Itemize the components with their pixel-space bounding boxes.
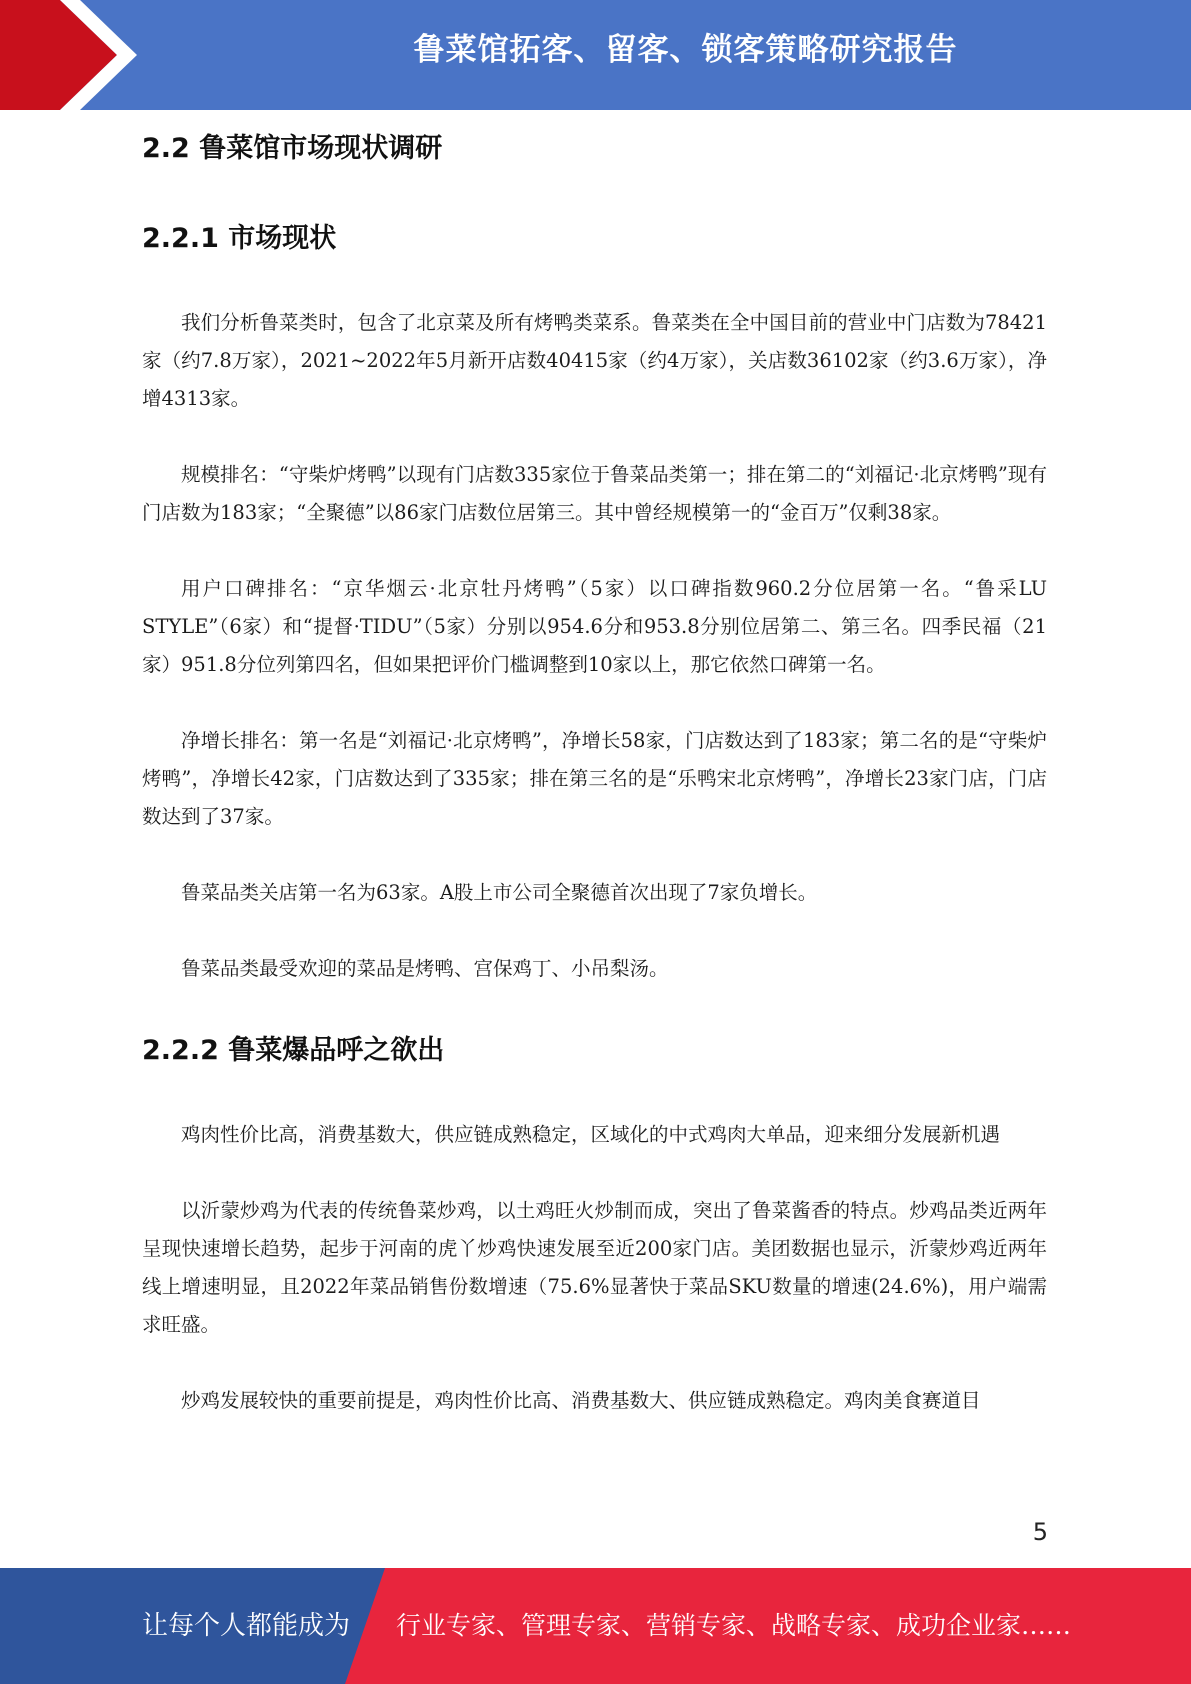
page-number: 5 [1032,1518,1048,1546]
header-chevron-graphic [0,0,160,110]
footer-banner [0,1568,1191,1684]
footer-slogan-right: 行业专家、管理专家、营销专家、战略专家、成功企业家…… [396,1611,1072,1640]
subsection-heading-market-status: 2.2.1 市场现状 [142,223,337,254]
page-content [142,126,1047,1420]
paragraph: 鸡肉性价比高，消费基数大，供应链成熟稳定，区域化的中式鸡肉大单品，迎来细分发展新机遇 [181,1123,1001,1146]
paragraph: 鲁菜品类最受欢迎的菜品是烤鸭、宫保鸡丁、小吊梨汤。 [181,957,669,980]
section-heading: 2.2 鲁菜馆市场现状调研 [142,133,443,164]
paragraph: 我们分析鲁菜类时，包含了北京菜及所有烤鸭类菜系。鲁菜类在全中国目前的营业中门店数为78421家（约7.8万家），2021~2022年5月新开店数40415家（约4万家），关店数36102家（约3.6万家），净增4313家。 [142,311,1047,410]
paragraph: 净增长排名：第一名是“刘福记·北京烤鸭”，净增长58家，门店数达到了183家；第二名的是“守柴炉烤鸭”，净增长42家，门店数达到了335家；排在第三名的是“乐鸭宋北京烤鸭”，净增长23家门店，门店数达到了37家。 [142,729,1047,828]
footer-slogan-left: 让每个人都能成为 [142,1611,351,1641]
subsection-heading-hit-products: 2.2.2 鲁菜爆品呼之欲出 [142,1035,445,1066]
header-banner [0,0,1191,110]
paragraph: 用户口碑排名：“京华烟云·北京牡丹烤鸭”（5家）以口碑指数960.2分位居第一名。“鲁采LU STYLE”（6家）和“提督·TIDU”（5家）分别以954.6分和953.8分别位居第二、第三名。四季民福（21家）951.8分位列第四名，但如果把评价门槛调整到10家以上，那它依然口碑第一名。 [142,577,1047,676]
paragraph: 鲁菜品类关店第一名为63家。A股上市公司全聚德首次出现了7家负增长。 [181,881,818,904]
paragraph: 规模排名：“守柴炉烤鸭”以现有门店数335家位于鲁菜品类第一；排在第二的“刘福记·北京烤鸭”现有门店数为183家；“全聚德”以86家门店数位居第三。其中曾经规模第一的“金百万”仅剩38家。 [142,463,1047,524]
paragraph: 炒鸡发展较快的重要前提是，鸡肉性价比高、消费基数大、供应链成熟稳定。鸡肉美食赛道目 [181,1389,981,1412]
paragraph: 以沂蒙炒鸡为代表的传统鲁菜炒鸡，以土鸡旺火炒制而成，突出了鲁菜酱香的特点。炒鸡品类近两年呈现快速增长趋势，起步于河南的虎丫炒鸡快速发展至近200家门店。美团数据也显示，沂蒙炒鸡近两年线上增速明显，且2022年菜品销售份数增速（75.6%显著快于菜品SKU数量的增速(24.6%)，用户端需求旺盛。 [142,1199,1047,1336]
report-title: 鲁菜馆拓客、留客、锁客策略研究报告 [413,32,958,68]
